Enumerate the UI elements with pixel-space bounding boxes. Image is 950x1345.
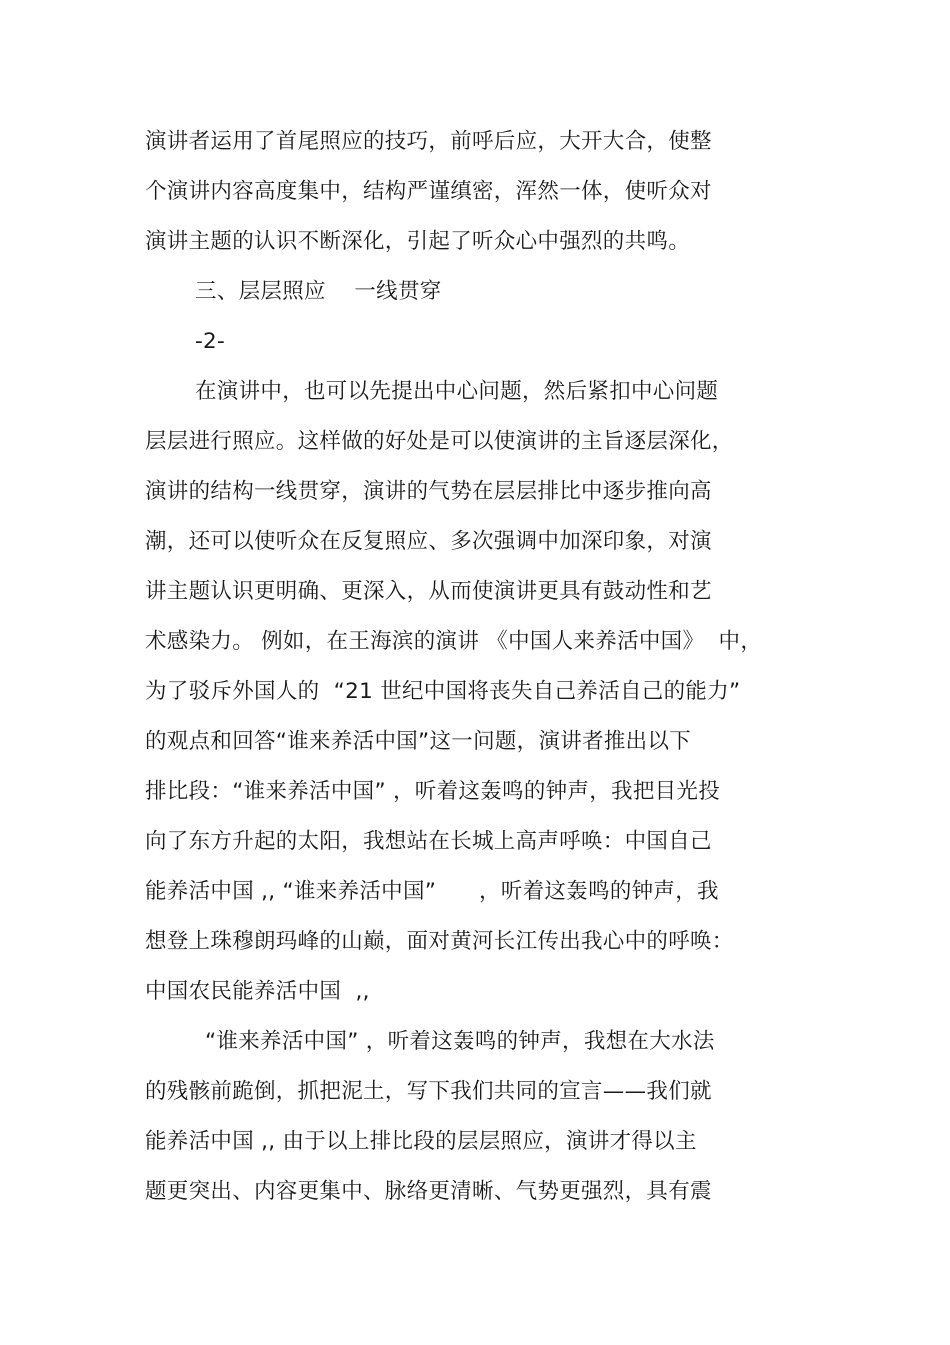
body-text-line: 排比段：“谁来养活中国” ，听着这轰鸣的钟声，我把目光投 [145, 779, 721, 804]
body-text-line: 层层进行照应。这样做的好处是可以使演讲的主旨逐层深化， [145, 429, 734, 454]
body-text-line: 讲主题认识更明确、更深入，从而使演讲更具有鼓动性和艺 [145, 579, 712, 604]
body-text-line: 能养活中国 ,, 由于以上排比段的层层照应，演讲才得以主 [145, 1129, 697, 1154]
body-text-line: 中国农民能养活中国 ,, [145, 979, 370, 1004]
body-text-line: 术感染力。 例如，在王海滨的演讲 《中国人来养活中国》 中， [145, 629, 763, 654]
body-text-line: 向了东方升起的太阳，我想站在长城上高声呼唤：中国自己 [145, 829, 712, 854]
body-text-line: 能养活中国 ,, “谁来养活中国” ，听着这轰鸣的钟声，我 [145, 879, 719, 904]
section-heading: 三、层层照应 一线贯穿 [195, 279, 442, 304]
body-text-line: 为了驳斥外国人的 “21 世纪中国将丧失自己养活自己的能力” [145, 679, 741, 704]
body-text-line: 在演讲中，也可以先提出中心问题，然后紧扣中心问题 [195, 379, 719, 404]
body-text-line: 的观点和回答“谁来养活中国”这一问题，演讲者推出以下 [145, 729, 692, 754]
body-text-line: “谁来养活中国” ，听着这轰鸣的钟声，我想在大水法 [205, 1029, 715, 1054]
body-text-line: 的残骸前跪倒，抓把泥土，写下我们共同的宣言——我们就 [145, 1079, 712, 1104]
body-text-line: 演讲主题的认识不断深化，引起了听众心中强烈的共鸣。 [145, 229, 691, 254]
body-text-line: 演讲的结构一线贯穿，演讲的气势在层层排比中逐步推向高 [145, 479, 712, 504]
body-text-line: 演讲者运用了首尾照应的技巧，前呼后应，大开大合，使整 [145, 129, 712, 154]
body-text-line: 个演讲内容高度集中，结构严谨缜密，浑然一体，使听众对 [145, 179, 712, 204]
body-text-line: 题更突出、内容更集中、脉络更清晰、气势更强烈，具有震 [145, 1179, 712, 1204]
page-number: -2- [195, 329, 226, 354]
body-text-line: 想登上珠穆朗玛峰的山巅，面对黄河长江传出我心中的呼唤： [145, 929, 734, 954]
body-text-line: 潮，还可以使听众在反复照应、多次强调中加深印象，对演 [145, 529, 712, 554]
